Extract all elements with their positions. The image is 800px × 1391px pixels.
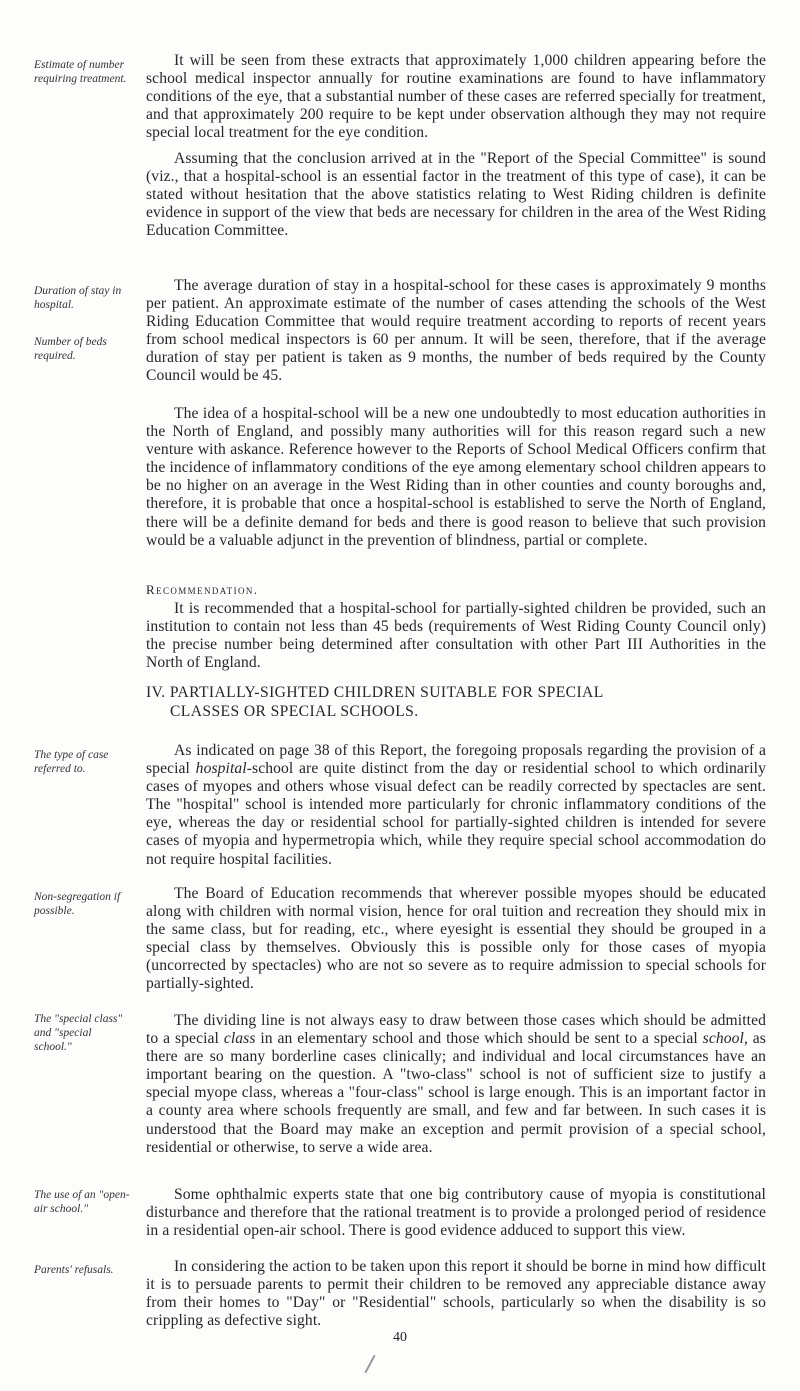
paragraph-dividing-line-text-b: in an elementary school and those which should be sent to a special [255, 1030, 703, 1048]
recommendation-heading: Recommendation. [146, 582, 259, 597]
page-number: 40 [393, 1330, 407, 1345]
paragraph-board-of-education: The Board of Education recommends that wherever possible myopes should be educated along with children with normal vision, hence for oral tuition and recreation they should mix in the same class, but for reading, etc., where eyesight is essential they should be grouped in a special class by themselves. Obviously this is possible only for those cases of myopia (uncorrected by spectacles) who are not so severe as to require admission to special schools for partially-sighted. [146, 885, 766, 993]
paragraph-parents: In considering the action to be taken upon this report it should be borne in mind how difficult it is to persuade parents to permit their children to be removed any appreciable distance away from their homes to "Day" or "Residential" schools, particularly so when the disability is so crippling as defective sight. [146, 1258, 766, 1330]
paragraph-open-air: Some ophthalmic experts state that one big contributory cause of myopia is constitutional disturbance and therefore that the rational treatment is to provide a prolonged period of residence in a residential open-air school. There is good evidence adduced to support this view. [146, 1186, 766, 1240]
margin-note-parents: Parents' refusals. [34, 1264, 114, 1276]
paragraph-extracts: It will be seen from these extracts that approximately 1,000 children appearing before the school medical inspector annually for routine examinations are found to have inflammatory conditions of the eye, that a substantial number of these cases are referred specially for treatment, and that approximately 200 require to be kept under observation although they may not require special local treatment for the eye condition. [146, 52, 766, 142]
paragraph-indicated-text-b: -school are quite distinct from the day or residential school to which ordinarily cases of myopes and others whose visual defect can be readily corrected by spectacles are sent. The "hospital" school is intended more particularly for chronic inflammatory conditions of the eye, whereas the day or residential school for partially-sighted children is intended for severe cases of myopia and hypermetropia which, while they require special school accommodation do not require hospital facilities. [146, 760, 766, 868]
paragraph-dividing-line [146, 1012, 766, 1157]
paragraph-dividing-line-text-c: as there are so many borderline cases clinically; and individual and local circumstances have an important bearing on the question. A "two-class" school is not of sufficient size to justify a special myope class, whereas a "four-class" school is large enough. This is an important factor in a county area where schools frequently are small, and few and far between. In such cases it is understood that the Board may make an exception and permit provision of a special school, residential or otherwise, to serve a wide area. [146, 1030, 766, 1156]
pencil-mark [364, 1355, 375, 1374]
paragraph-recommendation: It is recommended that a hospital-school for partially-sighted children be provided, such an institution to contain not less than 45 beds (requirements of West Riding County Council only) the precise number being determined after consultation with other Part III Authorities in the North of England. [146, 600, 766, 672]
school-emphasis: school, [702, 1030, 748, 1048]
margin-note-special-class: The "special class" and "special school." [34, 1013, 123, 1053]
paragraph-indicated [146, 742, 766, 869]
hospital-emphasis: hospital [195, 760, 247, 778]
section-heading-iv [146, 684, 766, 721]
margin-note-beds: Number of beds required. [34, 336, 107, 362]
margin-note-case-type: The type of case referred to. [34, 749, 109, 775]
paragraph-dividing-line-text-a: The dividing line is not always easy to draw between those cases which should be admitted to a special [146, 1012, 766, 1048]
class-emphasis: class [223, 1030, 256, 1048]
margin-note-open-air: The use of an "open-air school." [34, 1189, 130, 1215]
section-heading-line-2: CLASSES OR SPECIAL SCHOOLS. [170, 702, 419, 720]
paragraph-average-duration: The average duration of stay in a hospital-school for these cases is approximately 9 months per patient. An approximate estimate of the number of cases attending the schools of the West Riding Education Committee that would require treatment according to reports of recent years from school medical inspectors is 60 per annum. It will be seen, therefore, that if the average duration of stay per patient is taken as 9 months, the number of beds required by the County Council would be 45. [146, 277, 766, 385]
margin-note-estimate: Estimate of number requiring treatment. [34, 59, 127, 85]
margin-note-duration: Duration of stay in hospital. [34, 285, 122, 311]
paragraph-indicated-text-a: As indicated on page 38 of this Report, the foregoing proposals regarding the provision of a special [146, 742, 766, 778]
margin-note-non-segregation: Non-segregation if possible. [34, 891, 121, 917]
paragraph-hospital-school-idea: The idea of a hospital-school will be a new one undoubtedly to most education authorities in the North of England, and possibly many authorities will for this reason regard such a new venture with askance. Reference however to the Reports of School Medical Officers confirm that the incidence of inflammatory conditions of the eye among elementary school children appears to be no higher on an average in the West Riding than in other counties and county boroughs and, therefore, it is probable that once a hospital-school is established to serve the North of England, there will be a definite demand for beds and there is good reason to believe that such provision would be a valuable adjunct in the prevention of blindness, partial or complete. [146, 405, 766, 549]
section-heading-line-1: IV. PARTIALLY-SIGHTED CHILDREN SUITABLE FOR SPECIAL [146, 684, 604, 701]
paragraph-assuming: Assuming that the conclusion arrived at in the "Report of the Special Committee" is sound (viz., that a hospital-school is an essential factor in the treatment of this type of case), it can be stated without hesitation that the above statistics relating to West Riding children is definite evidence in support of the view that beds are necessary for children in the area of the West Riding Education Committee. [146, 150, 766, 240]
